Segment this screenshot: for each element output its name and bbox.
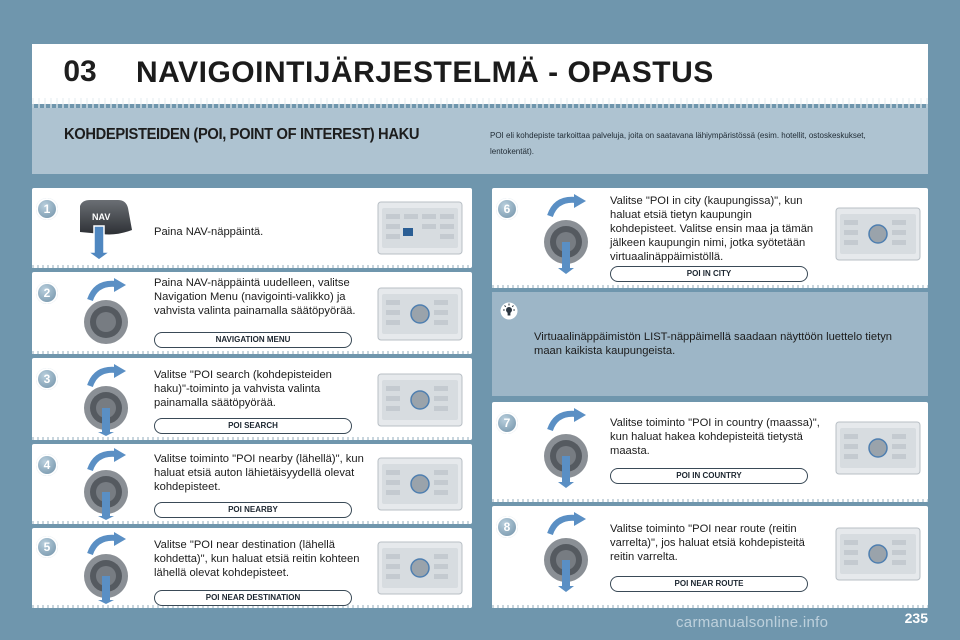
step-number-badge: 5 xyxy=(36,536,58,558)
menu-label-pill: POI IN CITY xyxy=(610,266,808,282)
radio-panel-icon xyxy=(834,206,922,262)
chapter-number: 03 xyxy=(63,55,97,88)
control-dial-icon xyxy=(76,446,136,522)
section-note: POI eli kohdepiste tarkoittaa palveluja, joita on saatavana lähiympäristössä (esim. hotellit, ostoskeskukset, lentokentät). xyxy=(490,131,866,156)
radio-panel-icon xyxy=(376,286,464,342)
step-3-text: Valitse "POI search (kohdepisteiden haku)"-toiminto ja vahvista valinta painamalla säätöpyörää. xyxy=(154,369,332,409)
control-dial-icon xyxy=(76,530,136,606)
radio-panel-icon xyxy=(834,420,922,476)
step-number-badge: 4 xyxy=(36,454,58,476)
step-number-badge: 7 xyxy=(496,412,518,434)
control-dial-icon xyxy=(536,406,596,490)
menu-label-pill: POI NEAR DESTINATION xyxy=(154,590,352,606)
menu-label-pill: POI NEARBY xyxy=(154,502,352,518)
step-number-badge: 6 xyxy=(496,198,518,220)
radio-panel-icon xyxy=(376,456,464,512)
tip-text: Virtuaalinäppäimistön LIST-näppäimellä saadaan näyttöön luettelo tietyn maan kaikista kaupungeista. xyxy=(534,331,893,357)
section-title: KOHDEPISTEIDEN (POI, POINT OF INTEREST) HAKU xyxy=(64,126,420,143)
nav-key-icon xyxy=(72,196,138,260)
page-number: 235 xyxy=(904,610,928,626)
menu-label-pill: POI SEARCH xyxy=(154,418,352,434)
radio-panel-icon xyxy=(376,540,464,596)
header-divider xyxy=(32,98,928,108)
step-number-badge: 1 xyxy=(36,198,58,220)
step-4-text: Valitse toiminto "POI nearby (lähellä)", kun haluat etsiä auton lähietäisyydellä olevat kohdepisteet. xyxy=(154,453,364,493)
control-dial-icon xyxy=(76,362,136,436)
card-divider xyxy=(32,265,472,268)
control-dial-icon xyxy=(76,276,136,350)
menu-label-pill: POI NEAR ROUTE xyxy=(610,576,808,592)
card-divider xyxy=(32,437,472,440)
radio-panel-icon xyxy=(376,372,464,428)
card-divider xyxy=(492,605,928,608)
control-dial-icon xyxy=(536,510,596,594)
menu-label-pill: POI IN COUNTRY xyxy=(610,468,808,484)
radio-panel-icon xyxy=(834,526,922,582)
watermark: carmanualsonline.info xyxy=(676,614,829,631)
step-2-text: Paina NAV-näppäintä uudelleen, valitse Navigation Menu (navigointi-valikko) ja vahvista valinta painamalla säätöpyörää. xyxy=(154,277,356,317)
step-7-text: Valitse toiminto "POI in country (maassa)", kun haluat hakea kohdepisteitä tietystä maasta. xyxy=(610,417,820,457)
radio-panel-icon xyxy=(376,200,464,256)
step-8-text: Valitse toiminto "POI near route (reitin varrelta)", jos haluat etsiä kohdepisteitä reitin varrelta. xyxy=(610,523,805,563)
step-1-text: Paina NAV-näppäintä. xyxy=(154,226,264,238)
step-number-badge: 2 xyxy=(36,282,58,304)
lightbulb-icon xyxy=(500,302,518,320)
nav-key-label: NAV xyxy=(92,212,111,222)
card-divider xyxy=(492,285,928,288)
page-title: NAVIGOINTIJÄRJESTELMÄ - OPASTUS xyxy=(136,56,714,89)
step-6-text: Valitse "POI in city (kaupungissa)", kun haluat etsiä tietyn kaupungin kohdepisteet. Valitse ensin maa ja tämän jälkeen kaupungin nimi, jotka syötetään virtuaalinäppäimistöllä. xyxy=(610,195,814,263)
step-5-text: Valitse "POI near destination (lähellä kohdetta)", kun haluat etsiä reitin kohteen lähellä olevat kohdepisteet. xyxy=(154,539,360,579)
card-divider xyxy=(492,499,928,502)
step-number-badge: 8 xyxy=(496,516,518,538)
control-dial-icon xyxy=(536,192,596,276)
card-divider xyxy=(32,351,472,354)
step-number-badge: 3 xyxy=(36,368,58,390)
menu-label-pill: NAVIGATION MENU xyxy=(154,332,352,348)
